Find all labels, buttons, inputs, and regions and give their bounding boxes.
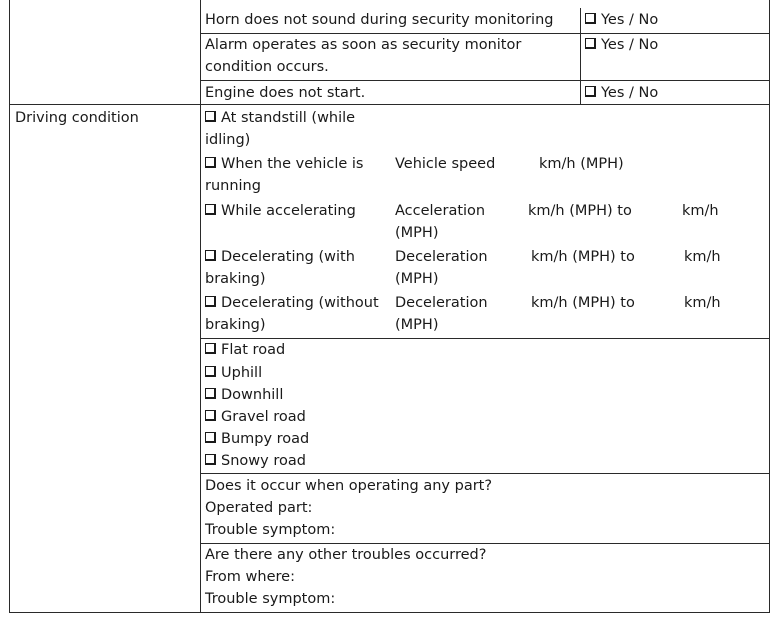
option-label: Bumpy road	[221, 431, 310, 447]
driving-standstill-line2: idling)	[205, 132, 251, 148]
table-left-border	[9, 0, 10, 612]
option-label: Gravel road	[221, 409, 306, 425]
options-column-divider	[580, 8, 581, 104]
table-right-border	[769, 0, 770, 612]
driving-decel-no-braking-line2: braking)	[205, 317, 266, 333]
road-gravel-option[interactable]	[205, 406, 306, 428]
driving-decel-braking-line2: braking)	[205, 271, 266, 287]
checkbox-icon[interactable]	[205, 366, 216, 377]
option-label: Decelerating (without	[221, 295, 379, 311]
road-uphill-option[interactable]	[205, 362, 262, 384]
road-flat-option[interactable]	[205, 339, 285, 361]
symptom-horn-text: Horn does not sound during security monitoring	[205, 12, 554, 28]
option-label: When the vehicle is	[221, 156, 364, 172]
acceleration-label: Acceleration	[395, 203, 486, 219]
acceleration-range-from: km/h (MPH) to	[528, 203, 632, 219]
symptom-horn-options[interactable]	[585, 9, 658, 31]
yes-no-label: Yes / No	[601, 37, 659, 53]
deceleration-range-to: km/h	[684, 295, 721, 311]
acceleration-label-unit: (MPH)	[395, 225, 439, 241]
vehicle-speed-label: Vehicle speed	[395, 156, 496, 172]
checkbox-icon[interactable]	[205, 157, 216, 168]
checkbox-icon[interactable]	[205, 296, 216, 307]
checkbox-icon[interactable]	[205, 432, 216, 443]
road-snowy-option[interactable]	[205, 450, 306, 472]
yes-no-label: Yes / No	[601, 85, 659, 101]
checkbox-icon[interactable]	[585, 13, 596, 24]
driving-decel-braking-option[interactable]	[205, 246, 355, 268]
option-label: Uphill	[221, 365, 263, 381]
symptom-alarm-text-line2: condition occurs.	[205, 59, 329, 75]
checkbox-icon[interactable]	[205, 204, 216, 215]
table-bottom-border	[9, 612, 770, 613]
driving-accelerating-option[interactable]	[205, 200, 356, 222]
option-label: Downhill	[221, 387, 284, 403]
driving-running-line2: running	[205, 178, 261, 194]
checkbox-icon[interactable]	[205, 250, 216, 261]
driving-decel-no-braking-option[interactable]	[205, 292, 379, 314]
deceleration-label: Deceleration	[395, 249, 488, 265]
symptom-engine-text: Engine does not start.	[205, 85, 366, 101]
driving-condition-label: Driving condition	[15, 110, 139, 126]
operating-trouble-symptom-label: Trouble symptom:	[205, 522, 336, 538]
symptom-alarm-text-line1: Alarm operates as soon as security monitor	[205, 37, 522, 53]
driving-standstill-option[interactable]	[205, 107, 355, 129]
option-label: Snowy road	[221, 453, 306, 469]
row-divider	[200, 338, 770, 339]
deceleration-label-unit: (MPH)	[395, 317, 439, 333]
row-divider	[200, 80, 770, 81]
operated-part-label: Operated part:	[205, 500, 313, 516]
deceleration-range-from: km/h (MPH) to	[531, 249, 635, 265]
option-label: Decelerating (with	[221, 249, 355, 265]
column-divider	[200, 0, 201, 612]
driving-running-option[interactable]	[205, 153, 364, 175]
other-trouble-symptom-label: Trouble symptom:	[205, 591, 336, 607]
checkbox-icon[interactable]	[205, 454, 216, 465]
option-label: At standstill (while	[221, 110, 356, 126]
deceleration-label-unit: (MPH)	[395, 271, 439, 287]
deceleration-range-from: km/h (MPH) to	[531, 295, 635, 311]
vehicle-speed-unit: km/h (MPH)	[539, 156, 624, 172]
deceleration-range-to: km/h	[684, 249, 721, 265]
checkbox-icon[interactable]	[205, 111, 216, 122]
row-divider	[200, 473, 770, 474]
yes-no-label: Yes / No	[601, 12, 659, 28]
deceleration-label: Deceleration	[395, 295, 488, 311]
road-bumpy-option[interactable]	[205, 428, 309, 450]
acceleration-range-to: km/h	[682, 203, 719, 219]
checkbox-icon[interactable]	[585, 86, 596, 97]
from-where-label: From where:	[205, 569, 295, 585]
other-troubles-question: Are there any other troubles occurred?	[205, 547, 487, 563]
checkbox-icon[interactable]	[585, 38, 596, 49]
operating-question: Does it occur when operating any part?	[205, 478, 493, 494]
checkbox-icon[interactable]	[205, 388, 216, 399]
checkbox-icon[interactable]	[205, 410, 216, 421]
road-downhill-option[interactable]	[205, 384, 283, 406]
option-label: Flat road	[221, 342, 286, 358]
symptom-engine-options[interactable]	[585, 82, 658, 104]
option-label: While accelerating	[221, 203, 356, 219]
symptom-alarm-options[interactable]	[585, 34, 658, 56]
section-divider	[9, 104, 770, 105]
checkbox-icon[interactable]	[205, 343, 216, 354]
